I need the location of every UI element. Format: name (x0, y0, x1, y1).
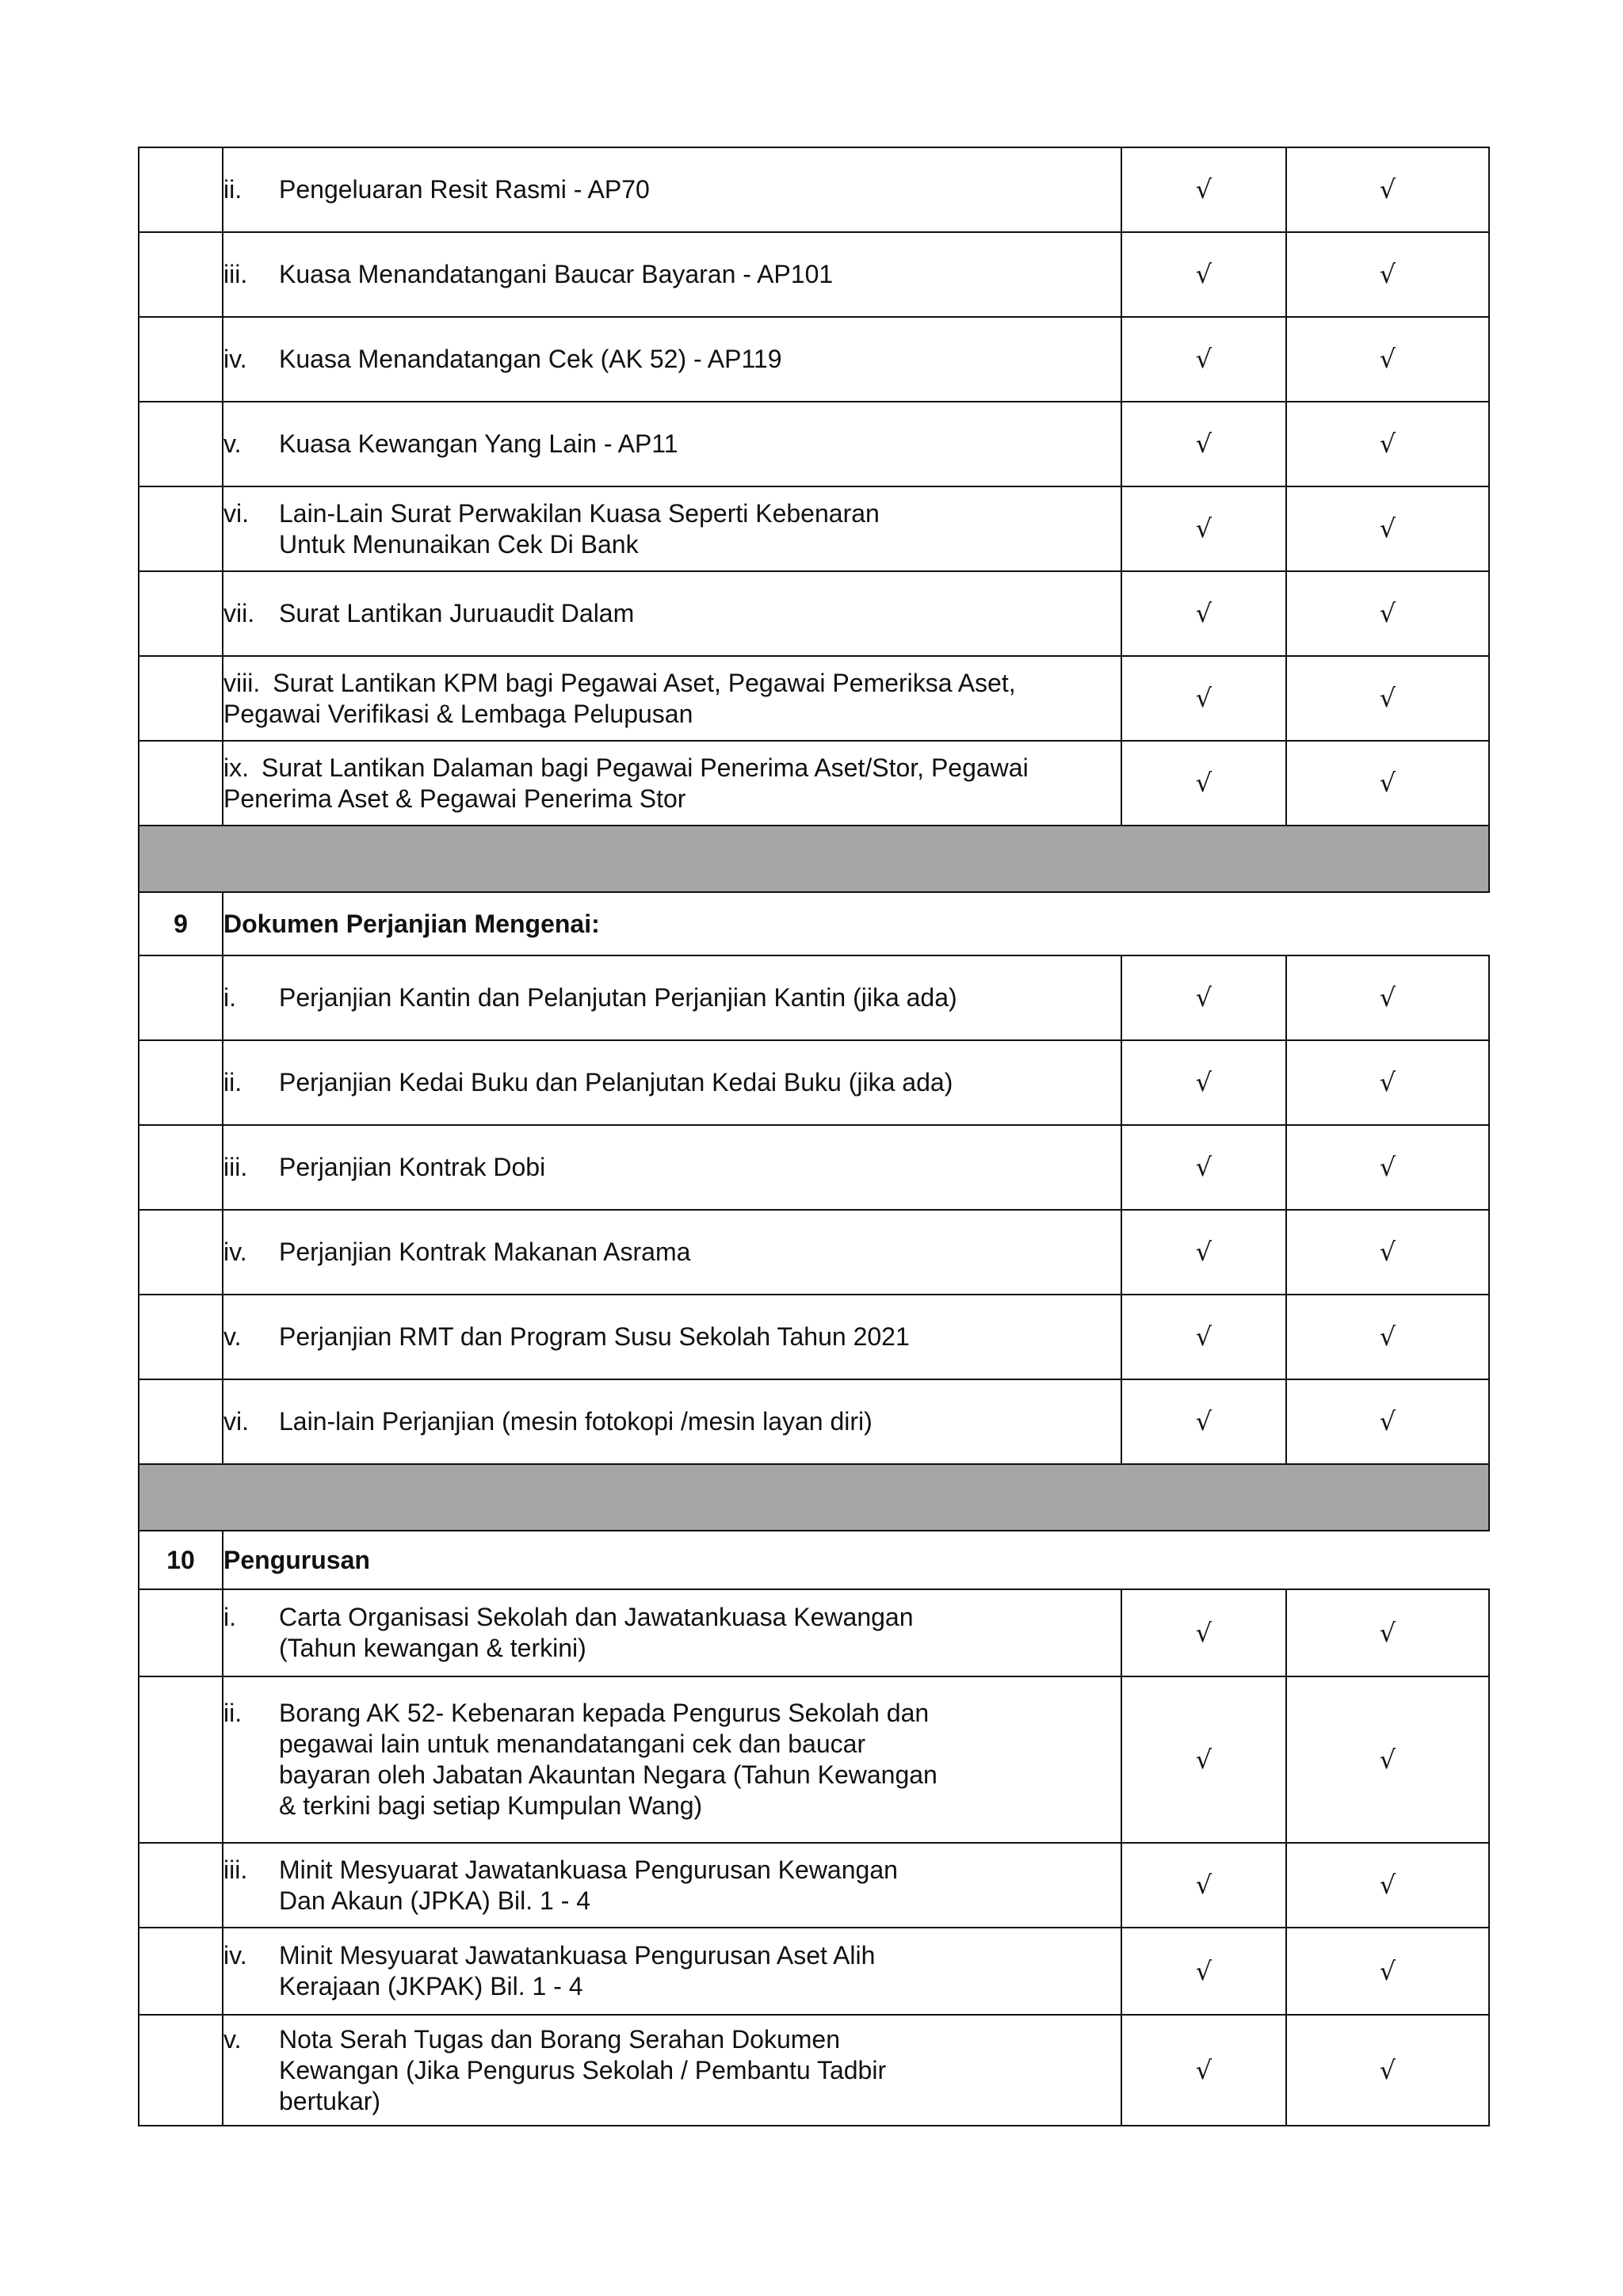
section-separator-row (139, 826, 1489, 892)
table-row (139, 232, 1489, 317)
item-line (223, 1237, 1121, 1268)
item-roman-numeral: v. (223, 1322, 242, 1351)
item-line (223, 668, 1121, 699)
checkmark-column-1: √ (1121, 1379, 1286, 1464)
section-heading-row (139, 1531, 1489, 1589)
table-row (139, 147, 1489, 232)
checkmark-column-2: √ (1286, 1210, 1489, 1295)
item-text-continuation: pegawai lain untuk menandatangani cek dan baucar (279, 1730, 866, 1758)
item-roman-numeral: i. (223, 983, 236, 1012)
item-text: Lain-Lain Surat Perwakilan Kuasa Seperti Kebenaran (279, 498, 880, 528)
table-row (139, 1676, 1489, 1843)
item-line (223, 598, 1121, 629)
checkmark-column-2: √ (1286, 1379, 1489, 1464)
item-text: Nota Serah Tugas dan Borang Serahan Dokumen (279, 2024, 841, 2054)
item-roman-numeral: iii. (223, 260, 248, 288)
item-text-continuation: Pegawai Verifikasi & Lembaga Pelupusan (223, 699, 693, 728)
checklist-body (139, 147, 1489, 2126)
item-text-continuation: Untuk Menunaikan Cek Di Bank (279, 529, 639, 559)
table-row (139, 571, 1489, 656)
item-number-cell (139, 1295, 223, 1379)
table-row (139, 1210, 1489, 1295)
table-row (139, 1040, 1489, 1125)
item-number-cell (139, 955, 223, 1040)
item-line (223, 174, 1121, 205)
item-text: Borang AK 52- Kebenaran kepada Pengurus Sekolah dan (279, 1699, 930, 1727)
item-number-cell (139, 1379, 223, 1464)
checkmark-column-1: √ (1121, 1040, 1286, 1125)
section-title: Pengurusan (223, 1531, 1489, 1589)
item-description (223, 1843, 1121, 1928)
item-roman-numeral: vi. (223, 498, 249, 528)
checkmark-column-1: √ (1121, 232, 1286, 317)
checkmark-column-1: √ (1121, 1125, 1286, 1210)
item-number-cell (139, 1589, 223, 1676)
separator-bar (139, 826, 1489, 892)
item-line (223, 1152, 1121, 1183)
item-number-cell (139, 1210, 223, 1295)
item-description (223, 656, 1121, 741)
table-row (139, 1125, 1489, 1210)
item-text-continuation: Kewangan (Jika Pengurus Sekolah / Pembantu Tadbir (279, 2055, 887, 2084)
checkmark-column-2: √ (1286, 1589, 1489, 1676)
table-row (139, 741, 1489, 826)
item-line (223, 429, 1121, 460)
item-description (223, 571, 1121, 656)
item-description (223, 147, 1121, 232)
item-description (223, 2015, 1121, 2126)
checkmark-column-1: √ (1121, 147, 1286, 232)
item-line (223, 259, 1121, 290)
item-line (223, 498, 1121, 529)
item-description (223, 232, 1121, 317)
item-description (223, 317, 1121, 402)
item-text: Perjanjian Kedai Buku dan Pelanjutan Kedai Buku (jika ada) (279, 1068, 953, 1097)
item-roman-numeral: iv. (223, 1941, 247, 1970)
checkmark-column-1: √ (1121, 1295, 1286, 1379)
table-row (139, 955, 1489, 1040)
checkmark-column-2: √ (1286, 2015, 1489, 2126)
item-roman-numeral: ii. (223, 1068, 242, 1097)
item-roman-numeral: ix. (223, 753, 249, 782)
section-title: Dokumen Perjanjian Mengenai: (223, 892, 1489, 955)
item-text: Kuasa Menandatangani Baucar Bayaran - AP101 (279, 260, 834, 288)
item-description (223, 1379, 1121, 1464)
item-roman-numeral: iii. (223, 1855, 248, 1884)
section-number: 9 (139, 892, 223, 955)
item-description (223, 741, 1121, 826)
item-roman-numeral: v. (223, 429, 242, 458)
item-description (223, 1040, 1121, 1125)
item-line (223, 753, 1121, 784)
item-number-cell (139, 486, 223, 571)
checkmark-column-1: √ (1121, 571, 1286, 656)
item-number-cell (139, 402, 223, 486)
checkmark-column-2: √ (1286, 1928, 1489, 2015)
checkmark-column-1: √ (1121, 1676, 1286, 1843)
item-number-cell (139, 2015, 223, 2126)
table-row (139, 1295, 1489, 1379)
item-description (223, 1295, 1121, 1379)
item-text-continuation: (Tahun kewangan & terkini) (279, 1634, 586, 1662)
item-text-continuation: bayaran oleh Jabatan Akauntan Negara (Tahun Kewangan (279, 1760, 938, 1789)
checkmark-column-2: √ (1286, 571, 1489, 656)
item-roman-numeral: v. (223, 2024, 242, 2054)
item-line (223, 1940, 1121, 1971)
item-line (223, 1602, 1121, 1633)
item-text: Pengeluaran Resit Rasmi - AP70 (279, 175, 650, 204)
item-roman-numeral: i. (223, 1603, 236, 1631)
checkmark-column-2: √ (1286, 1676, 1489, 1843)
checkmark-column-1: √ (1121, 741, 1286, 826)
checkmark-column-1: √ (1121, 1843, 1286, 1928)
checkmark-column-2: √ (1286, 656, 1489, 741)
item-roman-numeral: vi. (223, 1407, 249, 1436)
item-number-cell (139, 232, 223, 317)
item-roman-numeral: ii. (223, 175, 242, 204)
checkmark-column-2: √ (1286, 147, 1489, 232)
checkmark-column-2: √ (1286, 1040, 1489, 1125)
checkmark-column-1: √ (1121, 486, 1286, 571)
item-text: Kuasa Kewangan Yang Lain - AP11 (279, 429, 678, 458)
checkmark-column-2: √ (1286, 1125, 1489, 1210)
item-line (223, 1855, 1121, 1886)
section-number: 10 (139, 1531, 223, 1589)
section-separator-row (139, 1464, 1489, 1531)
table-row (139, 402, 1489, 486)
checklist-table (138, 147, 1490, 2126)
checkmark-column-1: √ (1121, 402, 1286, 486)
table-row (139, 1589, 1489, 1676)
table-row (139, 1843, 1489, 1928)
checkmark-column-2: √ (1286, 741, 1489, 826)
item-text-continuation: Penerima Aset & Pegawai Penerima Stor (223, 784, 686, 813)
table-row (139, 486, 1489, 571)
item-text: Kuasa Menandatangan Cek (AK 52) - AP119 (279, 345, 782, 373)
separator-bar (139, 1464, 1489, 1531)
item-description (223, 1210, 1121, 1295)
item-description (223, 1676, 1121, 1843)
checkmark-column-1: √ (1121, 656, 1286, 741)
item-number-cell (139, 317, 223, 402)
item-roman-numeral: iv. (223, 1238, 247, 1266)
item-text-continuation: Dan Akaun (JPKA) Bil. 1 - 4 (279, 1886, 591, 1915)
item-line (223, 344, 1121, 375)
item-roman-numeral: iv. (223, 345, 247, 373)
item-text: Surat Lantikan Juruaudit Dalam (279, 599, 635, 627)
item-text-continuation: & terkini bagi setiap Kumpulan Wang) (279, 1791, 703, 1820)
checkmark-column-2: √ (1286, 317, 1489, 402)
item-text: Surat Lantikan Dalaman bagi Pegawai Penerima Aset/Stor, Pegawai (262, 753, 1029, 782)
item-description (223, 486, 1121, 571)
table-row (139, 2015, 1489, 2126)
item-number-cell (139, 656, 223, 741)
item-text: Minit Mesyuarat Jawatankuasa Pengurusan Aset Alih (279, 1941, 876, 1970)
item-line (223, 1322, 1121, 1352)
item-text: Perjanjian RMT dan Program Susu Sekolah Tahun 2021 (279, 1322, 910, 1351)
item-text: Minit Mesyuarat Jawatankuasa Pengurusan Kewangan (279, 1855, 898, 1884)
item-text: Perjanjian Kantin dan Pelanjutan Perjanjian Kantin (jika ada) (279, 983, 957, 1012)
item-roman-numeral: vii. (223, 599, 255, 627)
item-description (223, 402, 1121, 486)
checkmark-column-2: √ (1286, 402, 1489, 486)
item-text: Perjanjian Kontrak Dobi (279, 1153, 546, 1181)
item-line (223, 1067, 1121, 1098)
item-line (223, 1698, 1121, 1729)
item-description (223, 1928, 1121, 2015)
checkmark-column-2: √ (1286, 1295, 1489, 1379)
checkmark-column-1: √ (1121, 1928, 1286, 2015)
item-text-continuation: Kerajaan (JKPAK) Bil. 1 - 4 (279, 1972, 583, 2000)
checkmark-column-2: √ (1286, 1843, 1489, 1928)
item-roman-numeral: iii. (223, 1153, 248, 1181)
item-line (223, 982, 1121, 1013)
checkmark-column-2: √ (1286, 955, 1489, 1040)
item-line (223, 1406, 1121, 1437)
item-number-cell (139, 1928, 223, 2015)
item-number-cell (139, 1040, 223, 1125)
item-text: Perjanjian Kontrak Makanan Asrama (279, 1238, 691, 1266)
item-description (223, 1589, 1121, 1676)
item-text: Surat Lantikan KPM bagi Pegawai Aset, Pegawai Pemeriksa Aset, (273, 668, 1016, 697)
table-row (139, 1928, 1489, 2015)
checkmark-column-1: √ (1121, 317, 1286, 402)
item-number-cell (139, 1676, 223, 1843)
item-description (223, 1125, 1121, 1210)
item-line (223, 2024, 1121, 2055)
checkmark-column-1: √ (1121, 2015, 1286, 2126)
checkmark-column-2: √ (1286, 486, 1489, 571)
item-roman-numeral: viii. (223, 668, 261, 697)
item-description (223, 955, 1121, 1040)
item-text: Carta Organisasi Sekolah dan Jawatankuasa Kewangan (279, 1603, 914, 1631)
item-number-cell (139, 1843, 223, 1928)
section-heading-row (139, 892, 1489, 955)
item-number-cell (139, 741, 223, 826)
checkmark-column-1: √ (1121, 955, 1286, 1040)
item-number-cell (139, 147, 223, 232)
item-roman-numeral: ii. (223, 1699, 242, 1727)
item-number-cell (139, 571, 223, 656)
checkmark-column-2: √ (1286, 232, 1489, 317)
checkmark-column-1: √ (1121, 1589, 1286, 1676)
table-row (139, 1379, 1489, 1464)
item-number-cell (139, 1125, 223, 1210)
item-text-continuation: bertukar) (279, 2086, 381, 2115)
table-row (139, 656, 1489, 741)
table-row (139, 317, 1489, 402)
checkmark-column-1: √ (1121, 1210, 1286, 1295)
item-text: Lain-lain Perjanjian (mesin fotokopi /mesin layan diri) (279, 1407, 873, 1436)
